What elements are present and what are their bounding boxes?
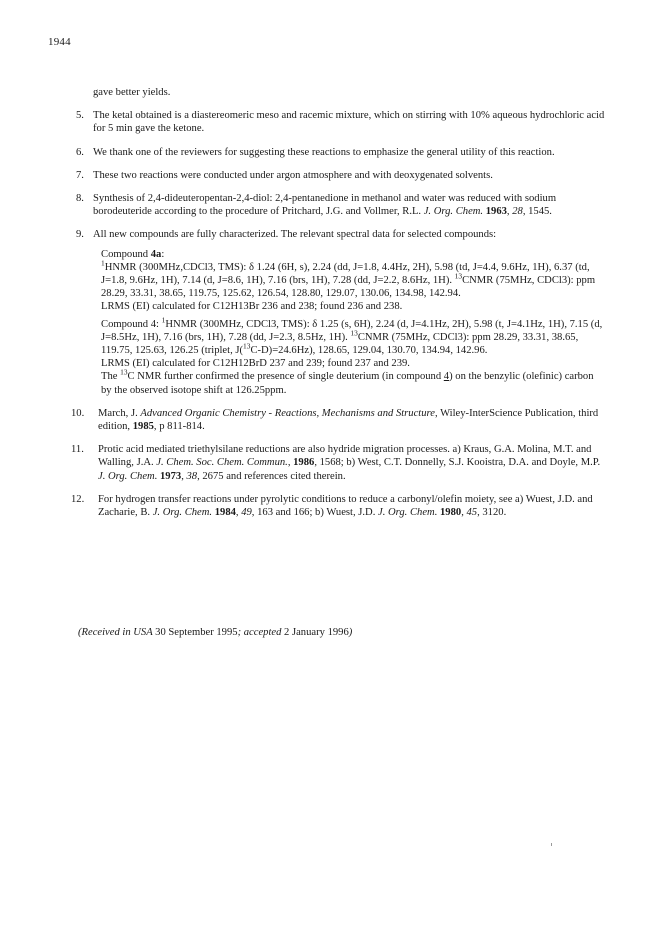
- journal-name: J. Chem. Soc. Chem. Commun.: [156, 457, 288, 469]
- compound-4a-nmr: [101, 258, 606, 301]
- c13-confirmation: [101, 367, 606, 396]
- compound-4-lrms: LRMS (EI) calculated for C12H12BrD 237 and 239; found 237 and 239.: [101, 358, 410, 370]
- hnmr-data: HNMR (300MHz, CDCl3, TMS): δ 1.25 (s, 6H), 2.24 (d, J=4.1Hz, 2H), 5.98 (t, J=4.1Hz, 1H), 7.15 (d, J=8.5Hz, 1H), 7.16 (brs, 1H), 7.28 (dd, J=2.3, 8.5Hz, 1H).: [101, 318, 603, 343]
- accepted-label: ; accepted: [237, 627, 285, 638]
- note-number: 8.: [76, 193, 84, 205]
- accepted-date: 2 January 1996: [284, 627, 349, 638]
- c13-text: C NMR further confirmed the presence of single deuterium (in compound: [127, 371, 444, 383]
- note-text: , 163 and 166; b) Wuest, J.D.: [251, 507, 378, 519]
- compound-4-nmr: [101, 315, 606, 358]
- journal-name: J. Org. Chem.: [98, 470, 158, 482]
- note-10: [71, 407, 606, 433]
- scan-mark: [551, 843, 552, 846]
- citation-volume: 49: [241, 507, 252, 519]
- note-text: All new compounds are fully characterized. The relevant spectral data for selected compounds:: [93, 229, 497, 241]
- note-number: 11.: [71, 444, 84, 456]
- note-7: [76, 169, 606, 182]
- citation-year: 1985: [132, 421, 154, 433]
- received-close: ): [348, 627, 353, 638]
- c13-text: The: [101, 371, 121, 383]
- note-text: , 1568; b) West, C.T. Donnelly, S.J. Kooistra, D.A. and Doyle, M.P.: [314, 457, 601, 469]
- compound-4a-block: [93, 248, 606, 314]
- compound-4-block: [93, 315, 606, 397]
- journal-name: J. Org. Chem.: [378, 507, 438, 519]
- isotope-superscript: 13: [454, 271, 463, 281]
- note-12: 12. For hydrogen transfer reactions under pyrolytic conditions to reduce a carbonyl/olefin moiety, see a) Wuest, J.D. and Zacharie, B. J. Org. Chem. 1984, 49, 163 and 166; b) Wuest, J.D. J. Org. Chem. 1980, 45, 3120.: [71, 493, 593, 519]
- note-text: We thank one of the reviewers for suggesting these reactions to emphasize the general utility of this reaction.: [93, 146, 555, 158]
- note-6: [76, 146, 606, 159]
- compound-4a-heading: Compound 4a:: [101, 248, 165, 260]
- citation-year: 1980: [440, 507, 462, 519]
- citation-pages: , 1545.: [522, 206, 552, 218]
- isotope-superscript: 1: [161, 315, 166, 325]
- compound-id: 4a: [150, 248, 162, 260]
- notes-section: [71, 86, 606, 529]
- compound-4a-lrms: LRMS (EI) calculated for C12H13Br 236 and 238; found 236 and 238.: [101, 301, 403, 313]
- hnmr-data: HNMR (300MHz,CDCl3, TMS): δ 1.24 (6H, s), 2.24 (dd, J=1.8, 4.4Hz, 2H), 5.98 (td, J=4.4, 9.6Hz, 1H), 6.37 (td, J=1.8, 9.6Hz, 1H), 7.14 (d, J=8.6, 1H), 7.16 (brs, 1H), 7.28 (dd, J=2.2, 8.6Hz, 1H).: [101, 261, 590, 287]
- citation-pages: , p 811-814.: [153, 421, 205, 433]
- note-text: Protic acid mediated triethylsilane reductions are also hydride migration processes. a) Kraus, G.A. Molina, M.T. and Walling, J.A.: [98, 444, 592, 469]
- note-8: 8. Synthesis of 2,4-dideuteropentan-2,4-diol: 2,4-pentanedione in methanol and water was reduced with sodium borodeuteride according to the procedure of Pritchard, J.G. and Vollmer, R.L. J. Org. Chem. 1963, 28, 1545.: [76, 193, 557, 218]
- cnmr-data: CNMR (75MHz, CDCl3): ppm 28.29, 33.31, 38.65, 119.75, 125.63, 126.25 (triplet, J(: [101, 331, 579, 357]
- citation-volume: 38: [186, 470, 198, 482]
- isotope-superscript: 13: [120, 367, 128, 377]
- note-text: The ketal obtained is a diastereomeric meso and racemic mixture, which on stirring with 10% aqueous hydrochloric acid for 5 min gave the ketone.: [93, 110, 605, 135]
- note-text: , 2675 and references cited therein.: [197, 470, 346, 482]
- note-number: 7.: [76, 169, 84, 181]
- citation-volume: 28: [512, 206, 523, 218]
- citation-year: 1963: [485, 206, 507, 218]
- note-text: , Wiley-InterScience Publication, third edition,: [98, 407, 599, 433]
- note-text: These two reactions were conducted under argon atmosphere and with deoxygenated solvents.: [93, 169, 493, 181]
- page-number: 1944: [48, 36, 71, 48]
- note-text: , 3120.: [477, 507, 507, 519]
- note-11: 11. Protic acid mediated triethylsilane reductions are also hydride migration processes. a) Kraus, G.A. Molina, M.T. and Walling, J.A. J. Chem. Soc. Chem. Commun., 1986, 1568; b) West, C.T. Donnelly, S.J. Kooistra, D.A. and Doyle, M.P. J. Org. Chem. 1973, 38, 2675 and references cited therein.: [71, 444, 601, 482]
- note-9: [76, 228, 606, 396]
- note-number: 12.: [71, 493, 85, 505]
- note-5: [76, 109, 606, 135]
- journal-name: J. Org. Chem.: [152, 507, 213, 519]
- compound-label: Compound 4:: [101, 318, 162, 330]
- isotope-superscript: 1: [101, 258, 105, 268]
- citation-year: 1986: [293, 457, 315, 469]
- journal-name: J. Org. Chem.: [423, 206, 484, 218]
- compound-label: Compound: [101, 248, 151, 260]
- received-dates: [78, 627, 352, 638]
- note-text: For hydrogen transfer reactions under pyrolytic conditions to reduce a carbonyl/olefin moiety, see a) Wuest, J.D. and Zacharie, B.: [98, 493, 593, 519]
- received-label: (Received in USA: [78, 627, 156, 638]
- note-continuation: gave better yields.: [93, 87, 171, 98]
- isotope-superscript: 13: [350, 328, 358, 338]
- cnmr-data-tail: C-D)=24.6Hz), 128.65, 129.04, 130.70, 134.94, 142.96.: [250, 345, 488, 357]
- note-number: 9.: [76, 229, 84, 241]
- book-title: Advanced Organic Chemistry - Reactions, Mechanisms and Structure: [140, 407, 435, 419]
- note-text: Synthesis of 2,4-dideuteropentan-2,4-diol: 2,4-pentanedione in methanol and water was reduced with sodium borodeuteride according to the procedure of Pritchard, J.G. and Vollmer, R.L.: [93, 193, 557, 218]
- received-date: 30 September 1995: [155, 627, 238, 638]
- c13-tail: ) on the benzylic (olefinic) carbon by the observed isotope shift at 126.25ppm.: [101, 371, 594, 396]
- isotope-superscript: 13: [243, 341, 251, 351]
- citation-year: 1973: [160, 470, 182, 482]
- note-number: 6.: [76, 146, 84, 158]
- citation-volume: 45: [466, 507, 478, 519]
- compound-ref: 4: [443, 371, 450, 383]
- note-number: 5.: [76, 110, 84, 122]
- note-text: March, J.: [98, 407, 141, 419]
- citation-year: 1984: [214, 507, 236, 519]
- note-number: 10.: [71, 407, 85, 419]
- cnmr-data: CNMR (75MHz, CDCl3): ppm 28.29, 33.31, 38.65, 119.75, 125.62, 126.54, 128.80, 129.07, 130.06, 134.98, 142.94.: [101, 275, 596, 300]
